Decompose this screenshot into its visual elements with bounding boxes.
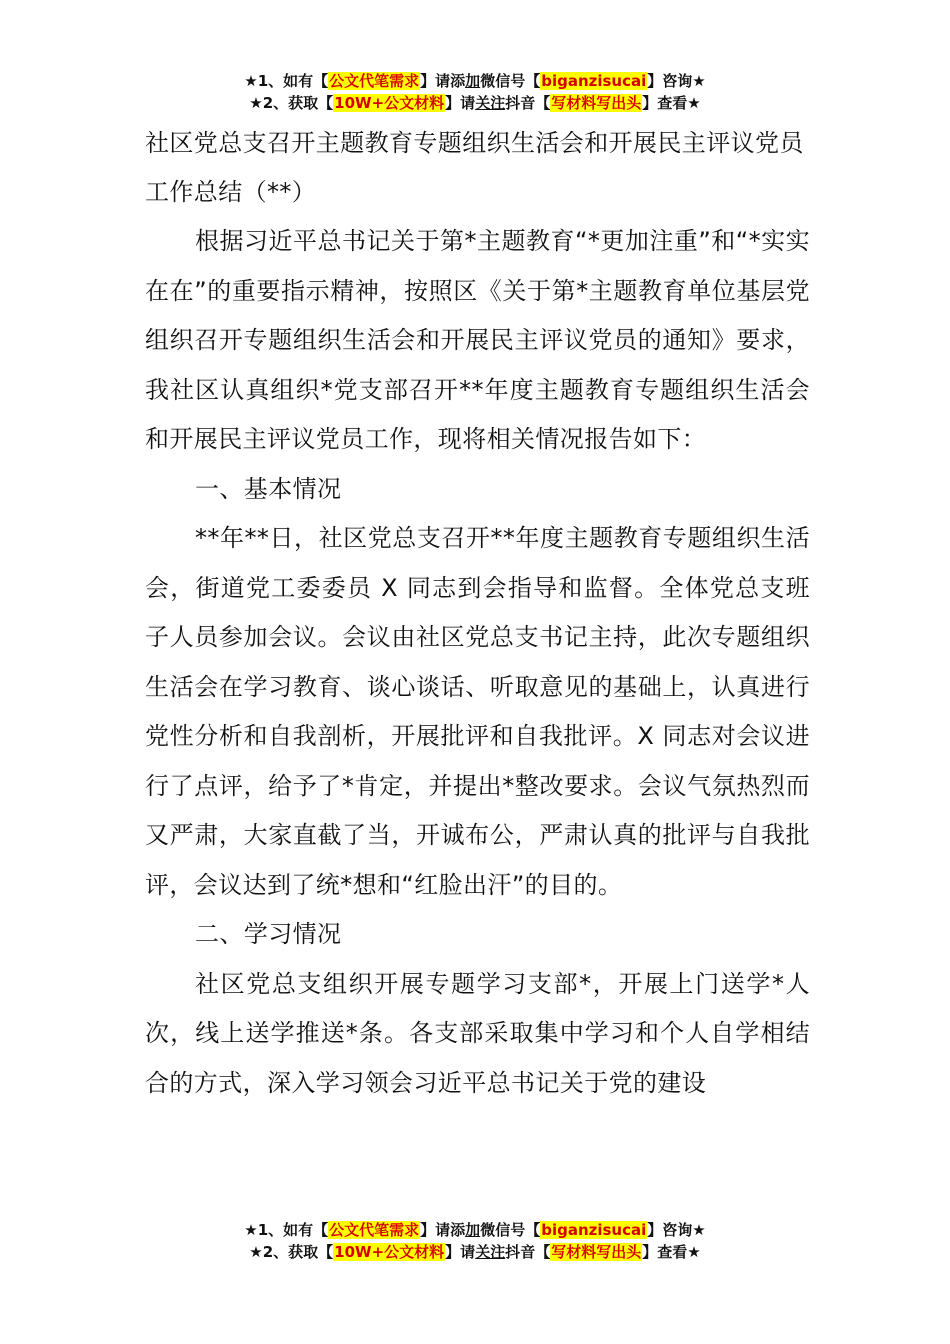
- promo-text: 2、获取【: [262, 94, 334, 112]
- underlined-text: 关注: [475, 1243, 506, 1261]
- promo-text: 】请: [445, 94, 476, 112]
- promo-text: 】查看: [642, 94, 688, 112]
- promo-line-1: [0, 70, 950, 92]
- promo-text: 1、如有【: [257, 72, 329, 90]
- promo-text: 微信号【: [480, 72, 541, 90]
- promo-banner-bottom: [0, 1219, 950, 1263]
- star-icon: ★: [687, 1243, 701, 1261]
- section-heading-study: 二、学习情况: [195, 920, 342, 948]
- underlined-text: 加: [465, 1221, 481, 1239]
- underlined-text: 加: [465, 72, 481, 90]
- promo-line-2: [0, 92, 950, 114]
- highlight-materials: 10W+公文材料: [334, 1243, 445, 1261]
- section-body-study: 社区党总支组织开展专题学习支部*，开展上门送学*人次，线上送学推送*条。各支部采取集中学习和个人自学相结合的方式，深入学习领会习近平总书记关于党的建设: [145, 969, 810, 1097]
- star-icon: ★: [244, 1221, 258, 1239]
- promo-text: 2、获取【: [262, 1243, 334, 1261]
- document-title: 社区党总支召开主题教育专题组织生活会和开展民主评议党员工作总结（**）: [145, 129, 804, 206]
- highlight-douyin: 写材料写出头: [551, 94, 642, 112]
- section-heading-basic: 一、基本情况: [195, 474, 342, 503]
- promo-text: 】咨询: [647, 72, 693, 90]
- promo-text: 】查看: [642, 1243, 688, 1261]
- star-icon: ★: [249, 1243, 263, 1261]
- highlight-materials: 10W+公文材料: [334, 94, 445, 112]
- promo-text: 】请添: [420, 1221, 466, 1239]
- promo-text: 抖音【: [505, 94, 551, 112]
- highlight-wechat-id: biganzisucai: [541, 72, 647, 90]
- highlight-douyin: 写材料写出头: [551, 1243, 642, 1261]
- promo-text: 】请添: [420, 72, 466, 90]
- star-icon: ★: [244, 72, 258, 90]
- star-icon: ★: [249, 94, 263, 112]
- highlight-service: 公文代笔需求: [329, 72, 420, 90]
- promo-banner-top: [0, 70, 950, 114]
- intro-paragraph: 根据习近平总书记关于第*主题教育“*更加注重”和“*实实在在”的重要指示精神，按照区《关于第*主题教育单位基层党组织召开专题组织生活会和开展民主评议党员的通知》要求，我社区认真组织*党支部召开**年度主题教育专题组织生活会和开展民主评议党员工作，现将相关情况报告如下：: [145, 227, 810, 453]
- promo-text: 】请: [445, 1243, 476, 1261]
- promo-line-1: [0, 1219, 950, 1241]
- promo-text: 】咨询: [647, 1221, 693, 1239]
- highlight-wechat-id: biganzisucai: [541, 1221, 647, 1239]
- star-icon: ★: [692, 1221, 706, 1239]
- underlined-text: 关注: [475, 94, 506, 112]
- highlight-service: 公文代笔需求: [329, 1221, 420, 1239]
- star-icon: ★: [692, 72, 706, 90]
- promo-text: 抖音【: [505, 1243, 551, 1261]
- promo-text: 1、如有【: [257, 1221, 329, 1239]
- star-icon: ★: [687, 94, 701, 112]
- document-body: [145, 119, 810, 1108]
- promo-text: 微信号【: [480, 1221, 541, 1239]
- section-body-basic: **年**日，社区党总支召开**年度主题教育专题组织生活会，街道党工委委员 X 同志到会指导和监督。全体党总支班子人员参加会议。会议由社区党总支书记主持，此次专题组织生活会在学习教育、谈心谈话、听取意见的基础上，认真进行党性分析和自我剖析，开展批评和自我批评。X 同志对会议进行了点评，给予了*肯定，并提出*整改要求。会议气氛热烈而又严肃，大家直截了当，开诚布公，严肃认真的批评与自我批评，会议达到了统*想和“红脸出汗”的目的。: [145, 524, 810, 899]
- promo-line-2: [0, 1241, 950, 1263]
